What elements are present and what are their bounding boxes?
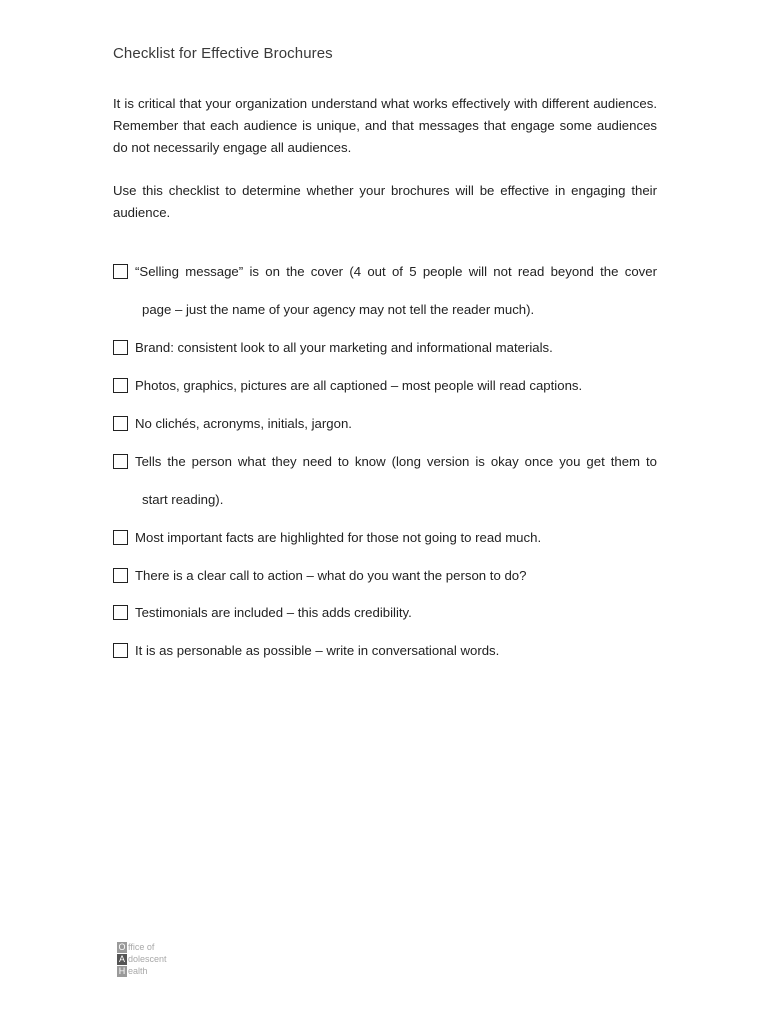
checkbox[interactable]: [113, 605, 128, 620]
checkbox[interactable]: [113, 643, 128, 658]
intro-paragraph: It is critical that your organization understand what works effectively with different audiences. Remember that each audience is unique, and that messages that engage some audiences do not necessarily engage all audiences.: [113, 96, 657, 155]
checkbox[interactable]: [113, 454, 128, 469]
checkbox[interactable]: [113, 378, 128, 393]
checkbox[interactable]: [113, 340, 128, 355]
checklist-item-label: No clichés, acronyms, initials, jargon.: [135, 416, 352, 431]
logo-word-adolescent: dolescent: [128, 954, 167, 964]
checklist-item-label: It is as personable as possible – write in conversational words.: [135, 643, 500, 658]
checklist-item-label: “Selling message” is on the cover (4 out of 5 people will not read beyond the cover: [135, 264, 657, 279]
checklist-item-label: Photos, graphics, pictures are all captioned – most people will read captions.: [135, 378, 583, 393]
checkbox[interactable]: [113, 264, 128, 279]
checklist-item-label: Testimonials are included – this adds credibility.: [135, 605, 412, 620]
checkbox[interactable]: [113, 416, 128, 431]
checklist-item-label: There is a clear call to action – what do you want the person to do?: [135, 568, 527, 583]
logo-word-office: ffice of: [128, 942, 155, 952]
logo-letter-h: H: [118, 966, 126, 976]
instruction-paragraph: Use this checklist to determine whether your brochures will be effective in engaging their audience.: [113, 183, 657, 220]
checkbox[interactable]: [113, 568, 128, 583]
checklist-item-label: Tells the person what they need to know (long version is okay once you get them to: [135, 454, 657, 469]
logo-letter-a: A: [118, 954, 125, 964]
checklist-item-label: Brand: consistent look to all your marketing and informational materials.: [135, 340, 553, 355]
page-title: Checklist for Effective Brochures: [113, 45, 333, 62]
checklist-item-continuation: page – just the name of your agency may not tell the reader much).: [142, 302, 535, 317]
checklist-item-continuation: start reading).: [142, 492, 224, 507]
checkbox[interactable]: [113, 530, 128, 545]
office-of-adolescent-health-logo: [117, 942, 177, 980]
logo-letter-o: O: [118, 942, 126, 952]
logo-word-health: ealth: [128, 966, 148, 976]
checklist-item-label: Most important facts are highlighted for those not going to read much.: [135, 530, 542, 545]
